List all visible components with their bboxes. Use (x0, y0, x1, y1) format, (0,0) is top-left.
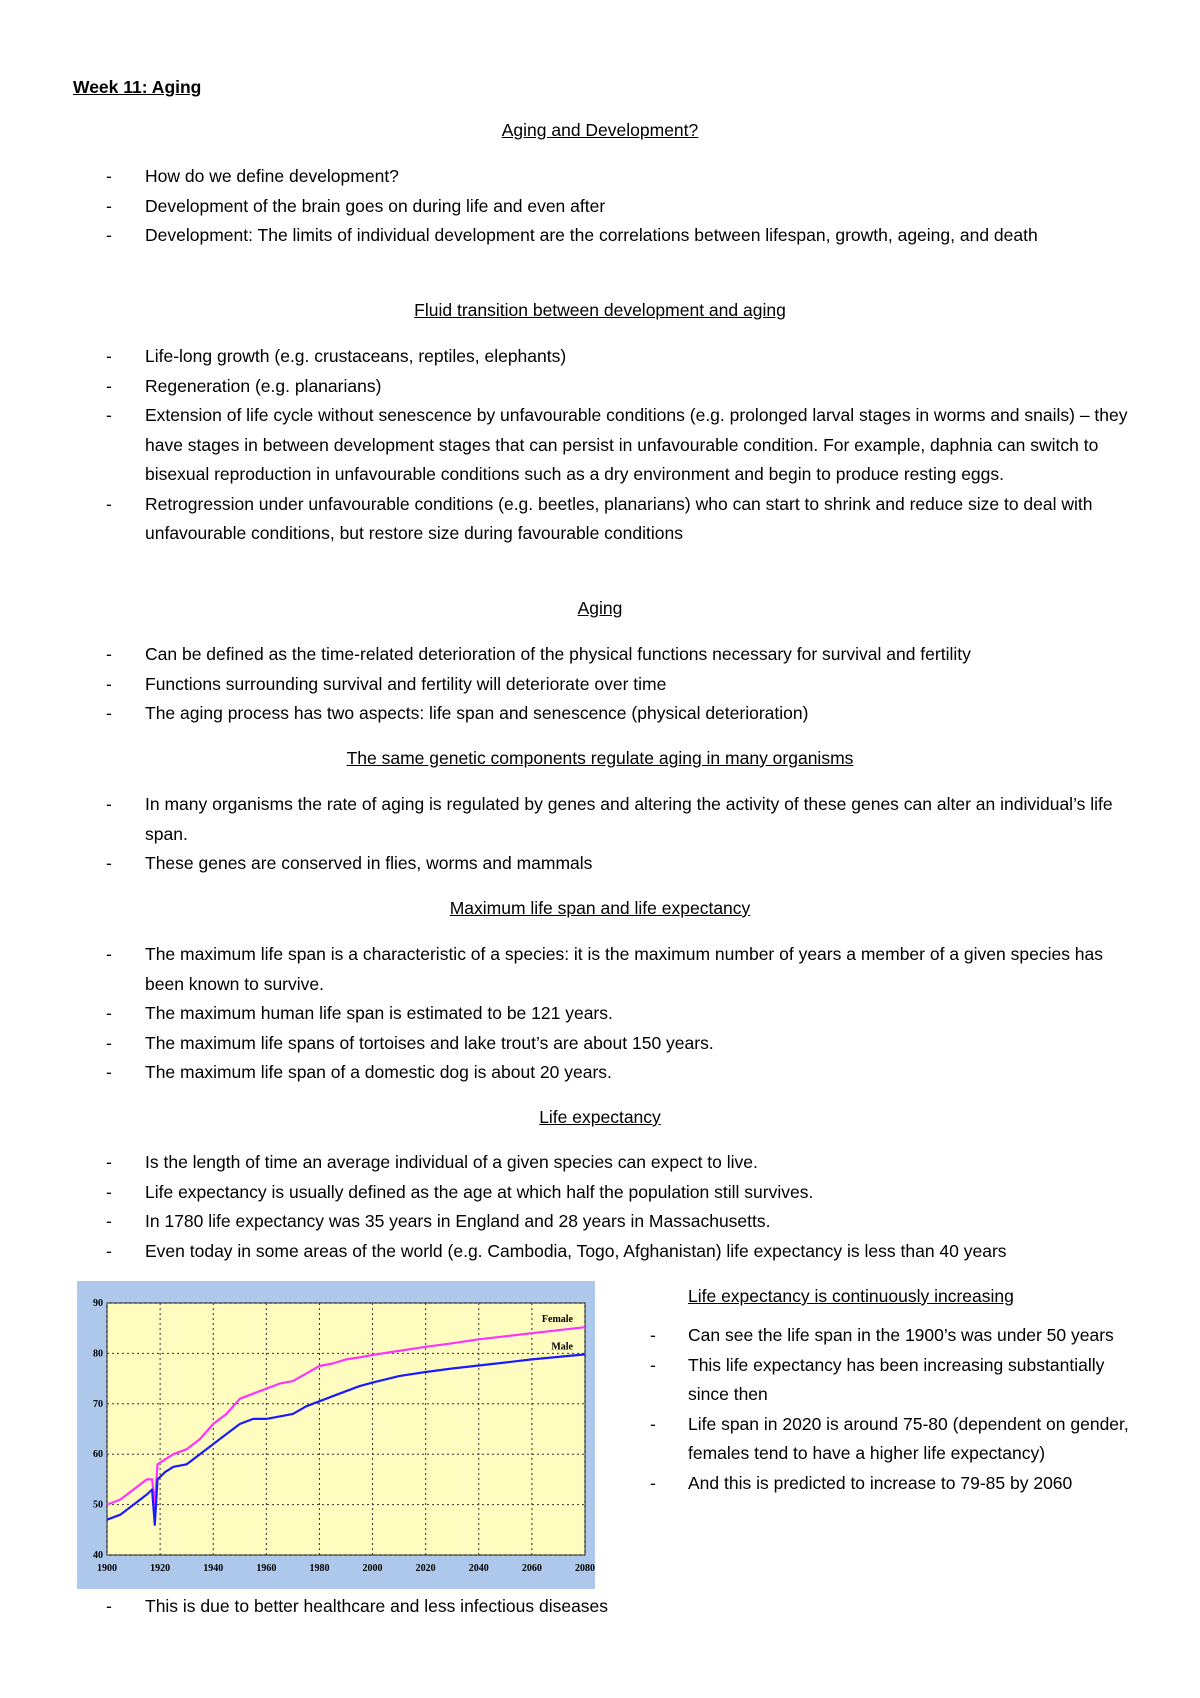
list-item: - Retrogression under unfavourable conditions (e.g. beetles, planarians) who can start to shrink and reduce size to deal with unfavourable conditions, but restore size during favourable conditions (0, 490, 1200, 549)
x-tick-label: 1900 (97, 1563, 117, 1574)
list-item: - Development: The limits of individual development are the correlations between lifespan, growth, ageing, and death (0, 221, 1200, 251)
list-item: - Even today in some areas of the world (e.g. Cambodia, Togo, Afghanistan) life expectancy is less than 40 years (0, 1237, 1200, 1267)
aside-bullet-list (640, 1321, 1140, 1498)
list-item: - This is due to better healthcare and less infectious diseases (0, 1592, 1200, 1622)
list-item: - Life-long growth (e.g. crustaceans, reptiles, elephants) (0, 342, 1200, 372)
x-tick-label: 1980 (309, 1563, 330, 1574)
y-tick-label: 70 (93, 1398, 103, 1410)
x-tick-label: 2000 (362, 1563, 383, 1574)
y-tick-label: 60 (93, 1449, 103, 1461)
x-tick-label: 2040 (468, 1563, 489, 1574)
bullet-list-final (0, 1592, 1200, 1622)
list-item: - Can see the life span in the 1900’s was under 50 years (640, 1321, 1140, 1351)
bullet-list-genetic-components (0, 790, 1200, 879)
section-heading-aging-development: Aging and Development? (501, 120, 699, 140)
list-item: - Extension of life cycle without senescence by unfavourable conditions (e.g. prolonged larval stages in worms and snails) – they have stages in between development stages that can persist in unfavourable condition. For example, daphnia can switch to bisexual reproduction in unfavourable conditions such as a dry environment and begin to produce resting eggs. (0, 401, 1200, 490)
x-tick-label: 2020 (415, 1563, 436, 1574)
section-heading-aging: Aging (577, 598, 623, 618)
section-heading-maximum-life-span: Maximum life span and life expectancy (449, 898, 751, 918)
x-tick-label: 1920 (150, 1563, 171, 1574)
list-item: - The aging process has two aspects: life span and senescence (physical deterioration) (0, 699, 1200, 729)
x-tick-label: 2060 (521, 1563, 542, 1574)
plot-area (107, 1303, 585, 1555)
document-title: Week 11: Aging (73, 77, 202, 97)
list-item: - The maximum life span is a characteristic of a species: it is the maximum number of years a member of a given species has been known to survive. (0, 940, 1200, 999)
legend-label-female: Female (541, 1314, 573, 1326)
legend-label-male: Male (551, 1341, 573, 1353)
bullet-list-life-expectancy (0, 1148, 1200, 1266)
list-item: - Can be defined as the time-related deterioration of the physical functions necessary for survival and fertility (0, 640, 1200, 670)
list-item: - Development of the brain goes on during life and even after (0, 192, 1200, 222)
list-item: - In many organisms the rate of aging is regulated by genes and altering the activity of these genes can alter an individual’s life span. (0, 790, 1200, 849)
list-item: - The maximum human life span is estimated to be 121 years. (0, 999, 1200, 1029)
list-item: - The maximum life spans of tortoises and lake trout’s are about 150 years. (0, 1029, 1200, 1059)
bullet-list-aging-development (0, 162, 1200, 251)
list-item: - And this is predicted to increase to 79-85 by 2060 (640, 1469, 1140, 1499)
list-item: - Regeneration (e.g. planarians) (0, 372, 1200, 402)
y-tick-label: 80 (93, 1348, 103, 1360)
aside-heading: Life expectancy is continuously increasing (688, 1286, 1014, 1306)
list-item: - This life expectancy has been increasing substantially since then (640, 1351, 1140, 1410)
y-tick-label: 50 (93, 1499, 103, 1511)
life-expectancy-chart (77, 1281, 595, 1589)
x-tick-label: 1940 (203, 1563, 224, 1574)
section-heading-genetic-components: The same genetic components regulate aging in many organisms (346, 748, 854, 768)
list-item: - Life expectancy is usually defined as the age at which half the population still survives. (0, 1178, 1200, 1208)
list-item: - In 1780 life expectancy was 35 years in England and 28 years in Massachusetts. (0, 1207, 1200, 1237)
bullet-list-fluid-transition (0, 342, 1200, 549)
life-expectancy-chart-svg (77, 1281, 595, 1589)
section-heading-life-expectancy: Life expectancy (539, 1107, 661, 1127)
list-item: - Life span in 2020 is around 75-80 (dependent on gender, females tend to have a higher life expectancy) (640, 1410, 1140, 1469)
bullet-list-aging (0, 640, 1200, 729)
section-heading-fluid-transition: Fluid transition between development and aging (414, 300, 786, 320)
list-item: - Is the length of time an average individual of a given species can expect to live. (0, 1148, 1200, 1178)
list-item: - The maximum life span of a domestic dog is about 20 years. (0, 1058, 1200, 1088)
x-tick-label: 2080 (575, 1563, 595, 1574)
bullet-list-maximum-life-span (0, 940, 1200, 1088)
y-tick-label: 40 (93, 1550, 103, 1561)
list-item: - These genes are conserved in flies, worms and mammals (0, 849, 1200, 879)
list-item: - How do we define development? (0, 162, 1200, 192)
list-item: - Functions surrounding survival and fertility will deteriorate over time (0, 670, 1200, 700)
y-tick-label: 90 (93, 1298, 103, 1309)
x-tick-label: 1960 (256, 1563, 277, 1574)
